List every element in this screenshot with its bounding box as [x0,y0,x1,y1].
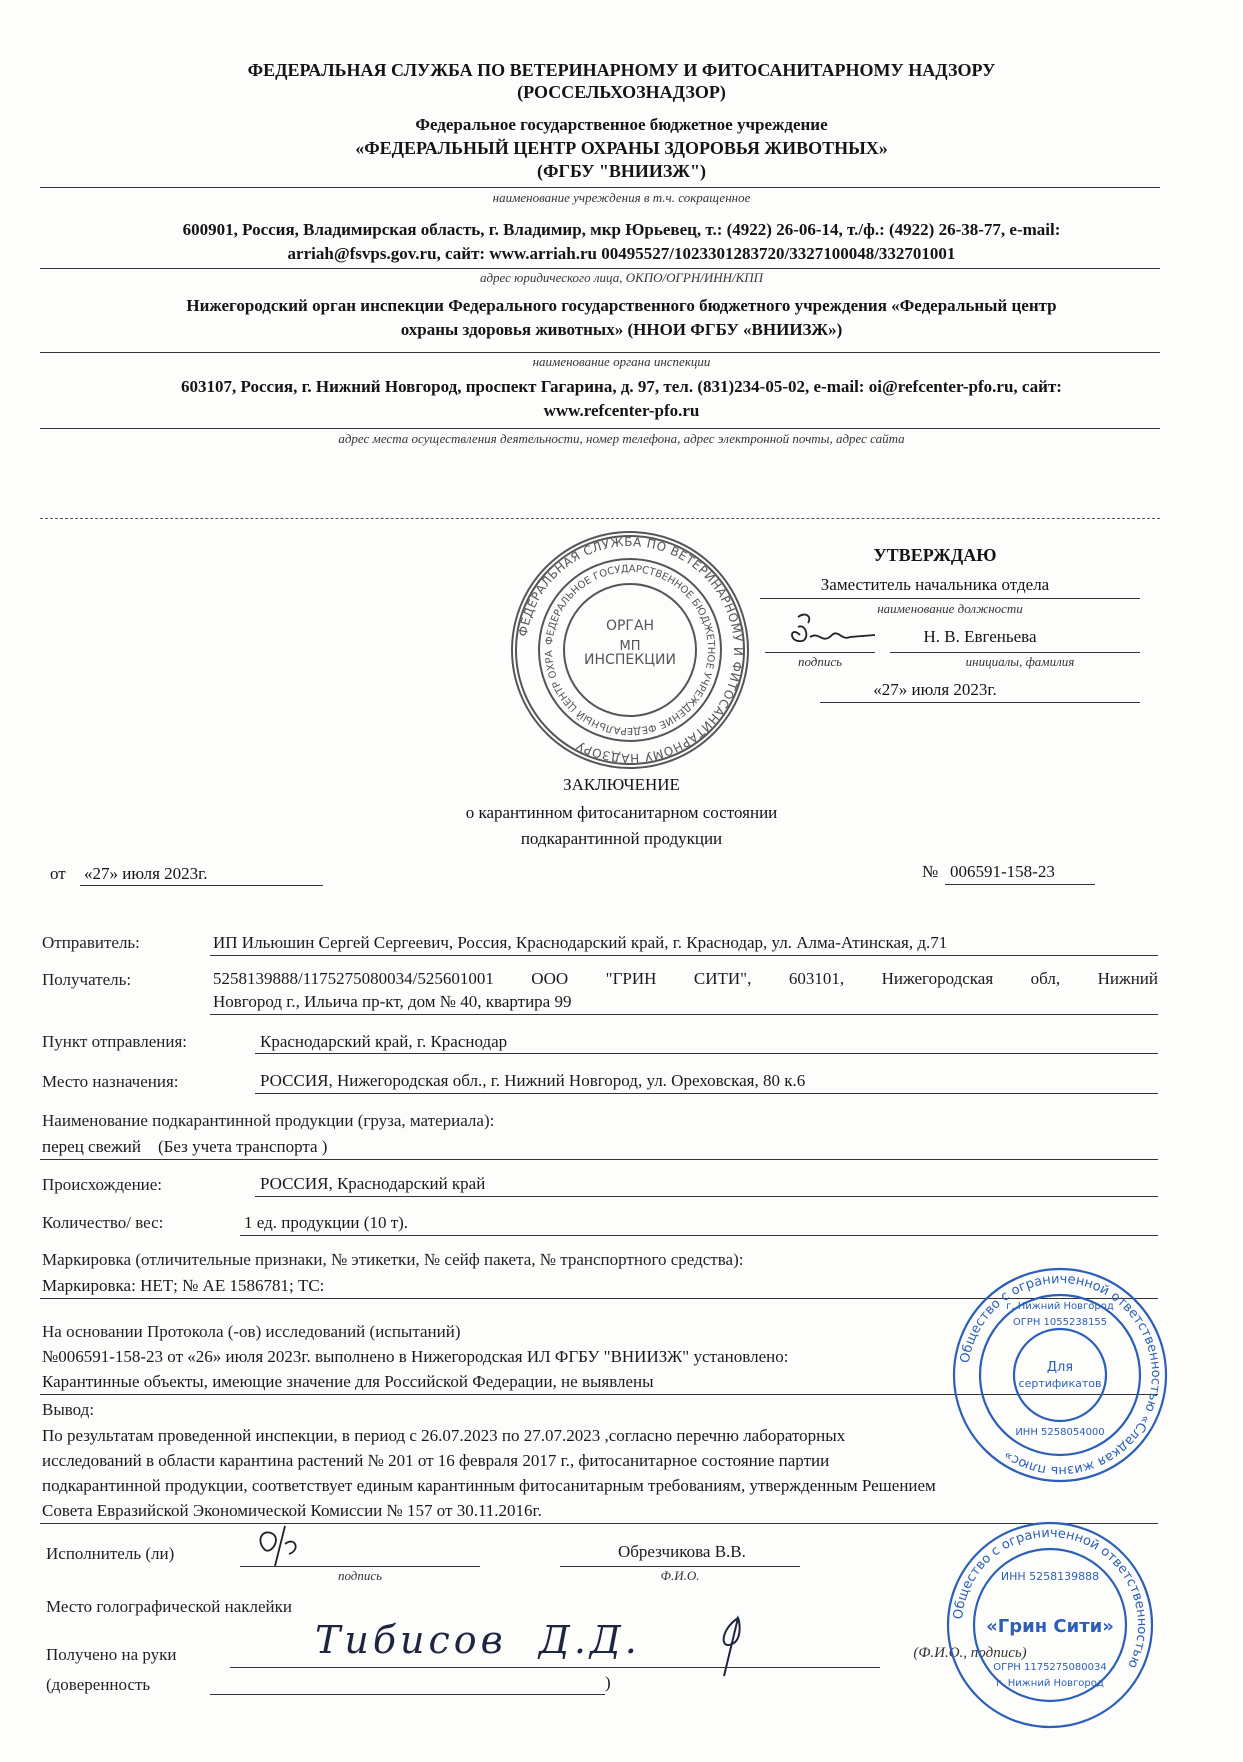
company-stamp-plus [950,1265,1170,1485]
quarantine-value: Карантинные объекты, имеющие значение для Российской Федерации, не выявлены [42,1372,654,1391]
conclusion-line-1: По результатам проведенной инспекции, в период с 26.07.2023 по 27.07.2023 ,согласно перечню лабораторных [42,1426,846,1445]
agency-title: ФЕДЕРАЛЬНАЯ СЛУЖБА ПО ВЕТЕРИНАРНОМУ И ФИТОСАНИТАРНОМУ НАДЗОРУ [247,60,996,80]
inspection-line-2: охраны здоровья животных» (ННОИ ФГБУ «ВНИИЗЖ») [400,320,843,339]
divider [40,268,1160,269]
executor-sign-line [240,1566,480,1567]
recipient-value-2: Новгород г., Ильича пр-кт, дом № 40, квартира 99 [213,992,572,1011]
conclusion-title: ЗАКЛЮЧЕНИЕ [563,775,680,794]
institution-name: «ФЕДЕРАЛЬНЫЙ ЦЕНТР ОХРАНЫ ЗДОРОВЬЯ ЖИВОТНЫХ» [355,138,888,158]
conclusion-date: «27» июля 2023г. [84,864,208,883]
marking-value: Маркировка: НЕТ; № АЕ 1586781; ТС: [42,1276,325,1295]
stamp-plus-inn: ИНН 5258054000 [1015,1427,1105,1438]
conclusion-line-3: подкарантинной продукции, соответствует единым карантинным фитосанитарным требованиям, утвержденным Решением [42,1476,936,1495]
received-line [230,1667,880,1668]
inspection-line-1: Нижегородский орган инспекции Федерального государственного бюджетного учреждения «Федеральный центр [186,296,1057,315]
date-prefix: от [50,864,66,883]
origin-value: РОССИЯ, Краснодарский край [260,1174,486,1193]
number-underline [945,884,1095,885]
executor-name-line [560,1566,800,1567]
company-stamp-green-city [945,1520,1155,1730]
conclusion-number: 006591-158-23 [950,862,1055,881]
stamp-center-1: ОРГАН [605,618,655,634]
caption-fio-sign: (Ф.И.О., подпись) [913,1645,1027,1661]
quantity-label: Количество/ вес: [42,1213,164,1232]
approval-signature [770,605,880,655]
departure-value: Краснодарский край, г. Краснодар [260,1032,508,1051]
number-prefix: № [922,862,939,881]
caption-fio: Ф.И.О. [660,1568,700,1583]
approval-name: Н. В. Евгеньева [923,627,1037,646]
product-label: Наименование подкарантинной продукции (груза, материала): [42,1111,495,1130]
caption-signature: подпись [797,654,843,669]
institution-short: (ФГБУ "ВНИИЗЖ") [537,161,706,181]
stamp-green-city: г. Нижний Новгород [996,1678,1104,1689]
conclusion-subtitle-1: о карантинном фитосанитарном состоянии [465,803,778,822]
received-handwritten: Тибисов Д.Д. [315,1618,641,1662]
institution-type: Федеральное государственное бюджетное учреждение [415,115,828,134]
activity-line-2: www.refcenter-pfo.ru [543,401,700,420]
executor-signature [245,1520,335,1570]
destination-value: РОССИЯ, Нижегородская обл., г. Нижний Новгород, ул. Ореховская, 80 к.6 [260,1071,806,1090]
caption-institution: наименование учреждения в т.ч. сокращенное [492,190,751,205]
sender-label: Отправитель: [42,933,140,952]
conclusion-subtitle-2: подкарантинной продукции [520,829,723,848]
stamp-plus-ogrn: ОГРН 1055238155 [1012,1317,1108,1328]
field-underline [255,1053,1158,1054]
departure-label: Пункт отправления: [42,1032,188,1051]
address-line-1: 600901, Россия, Владимирская область, г. Владимир, мкр Юрьевец, т.: (4922) 26-06-14, т./ф.: (4922) 26-38-77, e-mail: [182,220,1061,239]
proxy-line [210,1694,605,1695]
sender-value: ИП Ильюшин Сергей Сергеевич, Россия, Краснодарский край, г. Краснодар, ул. Алма-Атинская, д.71 [213,933,948,952]
proxy-label: (доверенность [46,1675,151,1694]
caption-name: инициалы, фамилия [965,654,1075,669]
stamp-plus-center-1: Для [1046,1360,1074,1375]
field-underline [255,1093,1158,1094]
date-underline [80,885,323,886]
stamp-green-inn: ИНН 5258139888 [1000,1570,1100,1583]
divider [40,352,1160,353]
executor-name: Обрезчикова В.В. [618,1542,746,1561]
recipient-label: Получатель: [42,970,132,989]
received-signature [690,1610,770,1680]
agency-short: (РОССЕЛЬХОЗНАДЗОР) [517,82,726,102]
signature-line [765,652,875,653]
conclusion-line-4: Совета Евразийской Экономической Комиссии № 157 от 30.11.2016г. [42,1501,542,1520]
activity-line-1: 603107, Россия, г. Нижний Новгород, проспект Гагарина, д. 97, тел. (831)234-05-02, e-mail: oi@refcenter-pfo.ru, сайт: [181,377,1062,396]
quantity-value: 1 ед. продукции (10 т). [244,1213,409,1232]
proxy-close: ) [605,1673,611,1692]
stamp-green-ogrn: ОГРН 1175275080034 [993,1662,1107,1673]
name-line [890,652,1140,653]
stamp-mp: МП [619,639,641,654]
divider [760,598,1140,599]
divider [40,187,1160,188]
stamp-green-ring: Общество с ограниченной ответственностью [951,1525,1150,1671]
received-label: Получено на руки [46,1645,177,1664]
field-underline [40,1159,1158,1160]
product-value: перец свежий (Без учета транспорта ) [42,1137,328,1156]
conclusion-label: Вывод: [42,1400,95,1419]
caption-activity: адрес места осуществления деятельности, номер телефона, адрес электронной почты, адрес сайта [338,431,905,446]
destination-label: Место назначения: [42,1072,179,1091]
holo-label: Место голографической наклейки [46,1597,292,1616]
stamp-plus-center-2: сертификатов [1018,1377,1102,1390]
stamp-outer-text: ФЕДЕРАЛЬНАЯ СЛУЖБА ПО ВЕТЕРИНАРНОМУ И ФИТОСАНИТАРНОМУ НАДЗОРУ [515,534,746,766]
svg-text:Общество с ограниченной ответс [951,1526,1149,1671]
divider [40,428,1160,429]
caption-position: наименование должности [877,601,1023,616]
field-underline [240,1235,1158,1236]
address-line-2: arriah@fsvps.gov.ru, сайт: www.arriah.ru 00495527/1023301283720/3327100048/332701001 [287,244,956,263]
stamp-inner-text: ФЕДЕРАЛЬНОЕ ГОСУДАРСТВЕННОЕ БЮДЖЕТНОЕ УЧРЕЖДЕНИЕ ФЕДЕРАЛЬНЫЙ ЦЕНТР ОХРАНЫ ЗДОРОВЬЯ ЖИВОТНЫХ [504,522,717,737]
protocol-label: На основании Протокола (-ов) исследований (испытаний) [42,1322,461,1341]
inspection-stamp [504,522,750,770]
approval-title: УТВЕРЖДАЮ [873,545,997,565]
field-underline [255,1196,1158,1197]
protocol-value: №006591-158-23 от «26» июля 2023г. выполнено в Нижегородская ИЛ ФГБУ "ВНИИЗЖ" установлено: [42,1347,789,1366]
caption-address: адрес юридического лица, ОКПО/ОГРН/ИНН/КПП [479,270,764,285]
executor-label: Исполнитель (ли) [46,1544,175,1563]
field-underline [210,955,1158,956]
dashed-divider [40,518,1160,519]
caption-inspection: наименование органа инспекции [532,354,711,369]
conclusion-line-2: исследований в области карантина растений № 201 от 16 февраля 2017 г., фитосанитарное состояние партии [42,1451,830,1470]
stamp-green-center: «Грин Сити» [986,1616,1114,1637]
approval-position: Заместитель начальника отдела [820,575,1050,594]
field-underline [210,1014,1158,1015]
date-line [820,702,1140,703]
marking-label: Маркировка (отличительные признаки, № этикетки, № сейф пакета, № транспортного средства): [42,1250,744,1269]
stamp-plus-ring: Общество с ограниченной ответственностью «Сладкая жизнь плюс» [957,1271,1164,1479]
stamp-plus-city: г. Нижний Новгород [1006,1301,1114,1312]
stamp-center-2: ИНСПЕКЦИИ [584,652,676,668]
origin-label: Происхождение: [42,1175,163,1194]
approval-date: «27» июля 2023г. [873,680,997,699]
caption-sign: подпись [337,1568,383,1583]
recipient-value-1: 5258139888/1175275080034/525601001 ООО "ГРИН СИТИ", 603101, Нижегородская обл, Нижний [213,969,1158,988]
